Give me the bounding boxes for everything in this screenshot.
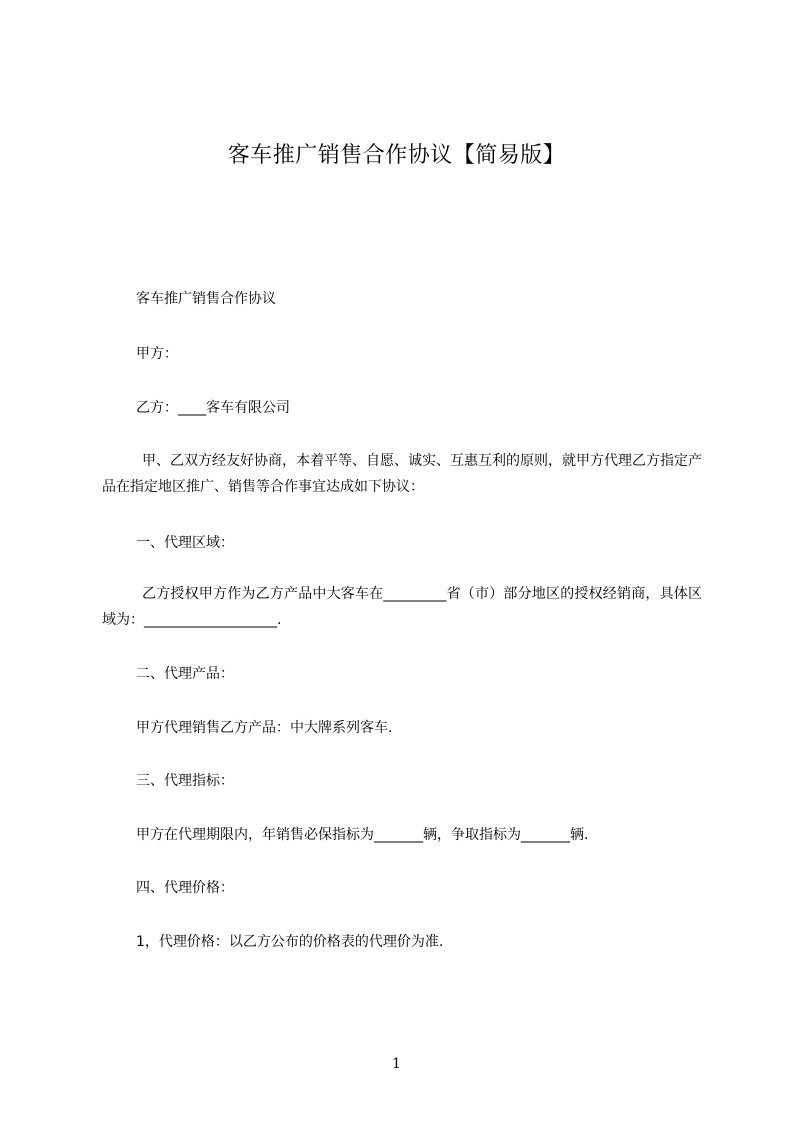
intro-paragraph: 甲、乙双方经友好协商，本着平等、自愿、诚实、互惠互利的原则，就甲方代理乙方指定产品在指定地区推广、销售等合作事宜达成如下协议： [102, 453, 702, 495]
party-a-line: 甲方： [136, 346, 178, 362]
section3-heading: 三、代理指标： [136, 773, 234, 789]
party-b-line: 乙方：____客车有限公司 [136, 400, 290, 416]
section3-body: 甲方在代理期限内，年销售必保指标为_______辆，争取指标为_______辆. [136, 827, 589, 843]
document-title: 客车推广销售合作协议【简易版】 [227, 143, 566, 168]
section4-heading: 四、代理价格： [136, 880, 234, 896]
section2-body: 甲方代理销售乙方产品：中大牌系列客车. [136, 720, 393, 736]
section4-item1: 1，代理价格：以乙方公布的价格表的代理价为准. [136, 934, 444, 950]
section1-heading: 一、代理区域： [136, 535, 234, 551]
page-number: 1 [392, 1056, 401, 1072]
section1-body: 乙方授权甲方作为乙方产品中大客车在_________省（市）部分地区的授权经销商，具体区域为：___________________. [102, 586, 702, 628]
agreement-subtitle: 客车推广销售合作协议 [136, 291, 276, 307]
section2-heading: 二、代理产品： [136, 666, 234, 682]
